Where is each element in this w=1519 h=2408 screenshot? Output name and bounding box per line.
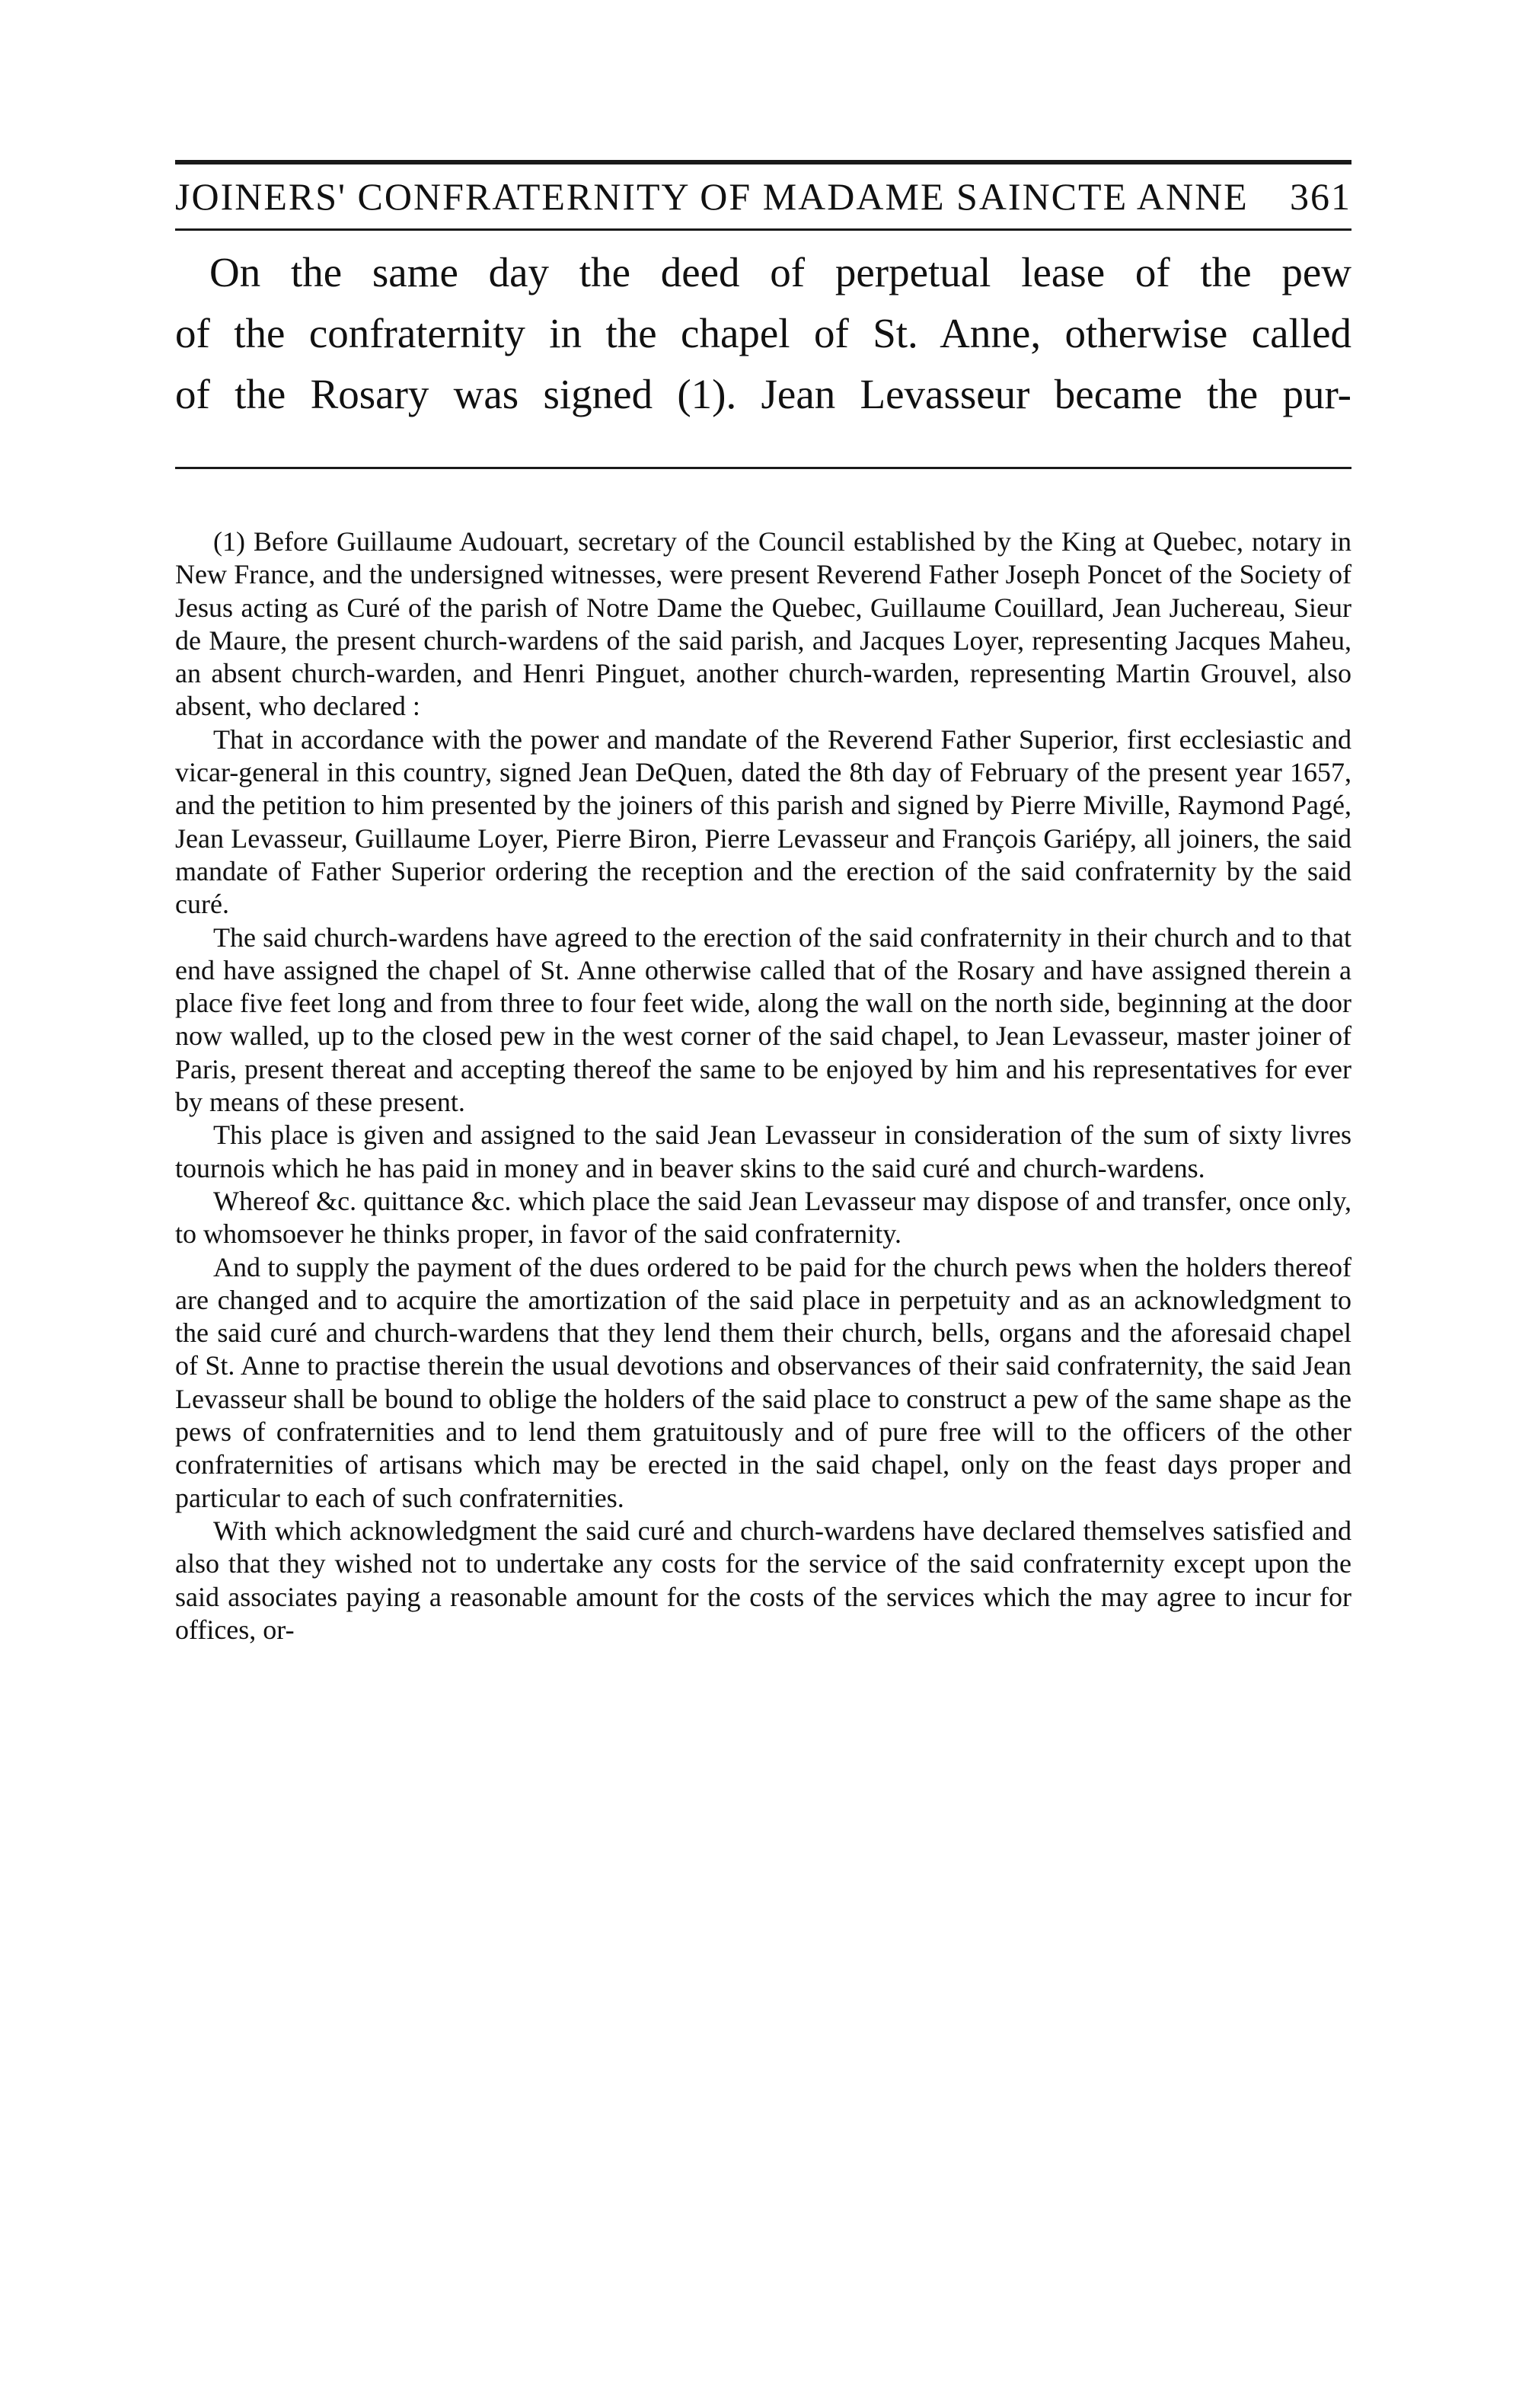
page-number: 361 [1290,175,1351,218]
main-text-line: of the confraternity in the chapel of St. Anne, otherwise called [175,310,1351,356]
footnote-paragraph: That in accordance with the power and mandate of the Reverend Father Superior, first ecclesiastic and vicar-general in this country, signed Jean DeQuen, dated the 8th day of February of the present year 1657, and the petition to him presented by the joiners of this parish and signed by Pierre Miville, Raymond Pagé, Jean Levasseur, Guillaume Loyer, Pierre Biron, Pierre Levasseur and François Gariépy, all joiners, the said mandate of Father Superior ordering the reception and the erection of the said confraternity by the said curé. [175,723,1351,920]
footnote-paragraph: This place is given and assigned to the said Jean Levasseur in consideration of the sum of sixty livres tournois which he has paid in money and in beaver skins to the said curé and church-wardens. [175,1119,1351,1183]
main-text-line: On the same day the deed of perpetual lease of the pew [209,249,1351,295]
footnote-paragraph: (1) Before Guillaume Audouart, secretary of the Council established by the King at Quebec, notary in New France, and the undersigned witnesses, were present Reverend Father Joseph Poncet of the Society of Jesus acting as Curé of the parish of Notre Dame the Quebec, Guillaume Couillard, Jean Juchereau, Sieur de Maure, the present church-wardens of the said parish, and Jacques Loyer, representing Jacques Maheu, an absent church-warden, and Henri Pinguet, another church-warden, representing Martin Grouvel, also absent, who declared : [175,526,1351,722]
footnote-paragraph: And to supply the payment of the dues ordered to be paid for the church pews when the holders thereof are changed and to acquire the amortization of the said place in perpetuity and as an acknowledgment to the said curé and church-wardens that they lend them their church, bells, organs and the aforesaid chapel of St. Anne to practise therein the usual devotions and observances of their said confraternity, the said Jean Levasseur shall be bound to oblige the holders of the said place to construct a pew of the same shape as the pews of confraternities and to lend them gratuitously and of pure free will to the officers of the other confraternities of artisans which may be erected in the said chapel, only on the feast days proper and particular to each of such confraternities. [175,1251,1351,1513]
footnote-paragraph: Whereof &c. quittance &c. which place the said Jean Levasseur may dispose of and transfer, once only, to whomsoever he thinks proper, in favor of the said confraternity. [175,1185,1351,1250]
header-top-rule [175,160,1351,164]
running-header [175,169,1351,224]
footnote-separator-rule [175,467,1351,469]
footnote-paragraph: With which acknowledgment the said curé and church-wardens have declared themselves satisfied and also that they wished not to undertake any costs for the service of the said confraternity except upon the said associates paying a reasonable amount for the costs of the services which the may agree to incur for offices, or- [175,1515,1351,1645]
header-bottom-rule [175,228,1351,231]
main-text-line: of the Rosary was signed (1). Jean Levasseur became the pur- [175,371,1351,417]
running-title: JOINERS' CONFRATERNITY OF MADAME SAINCTE ANNE [175,175,1249,218]
footnote-block [175,525,1351,1646]
main-text [175,242,1351,425]
footnote-paragraph: The said church-wardens have agreed to the erection of the said confraternity in their church and to that end have assigned the chapel of St. Anne otherwise called that of the Rosary and have assigned therein a place five feet long and from three to four feet wide, along the wall on the north side, beginning at the door now walled, up to the closed pew in the west corner of the said chapel, to Jean Levasseur, master joiner of Paris, present thereat and accepting thereof the same to be enjoyed by him and his representatives for ever by means of these present. [175,921,1351,1118]
